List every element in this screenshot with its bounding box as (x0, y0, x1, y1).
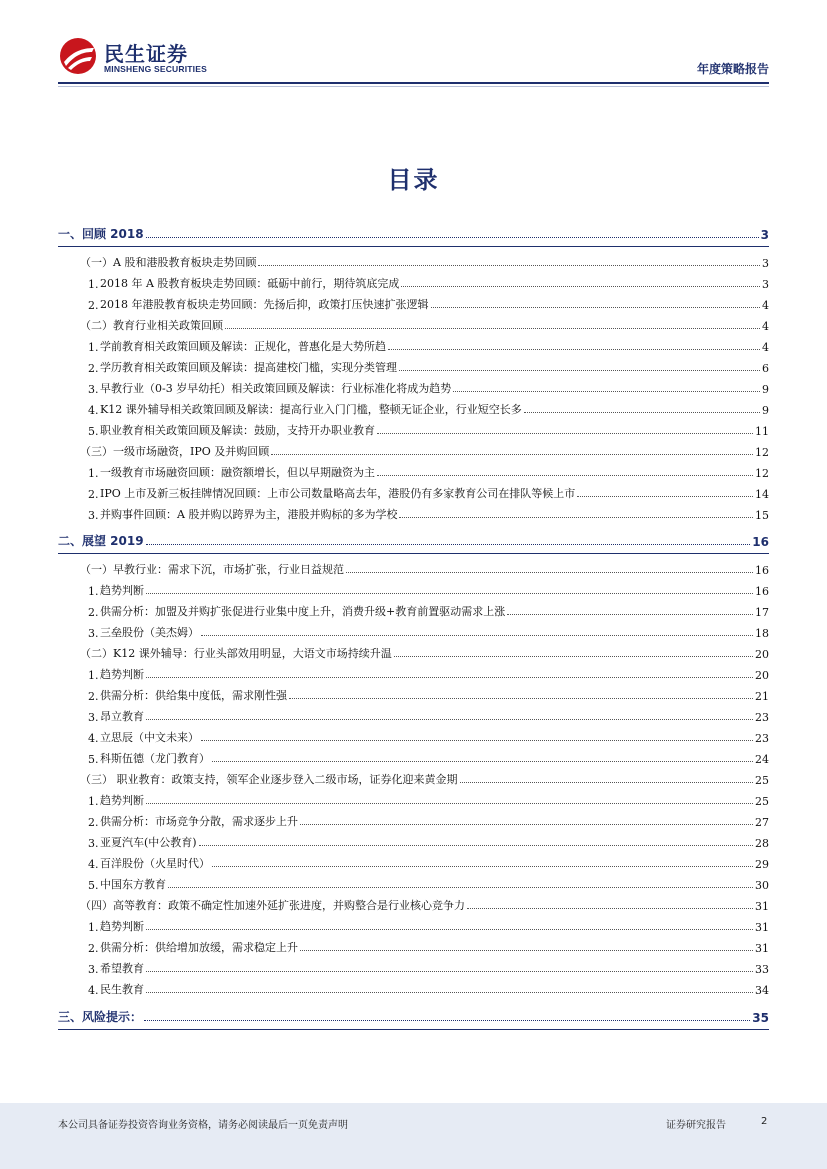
toc-leader-dots (146, 677, 753, 678)
toc-leader-dots (201, 635, 753, 636)
toc-entry-label: 科斯伍德（龙门教育） (100, 752, 210, 765)
toc-item[interactable] (58, 935, 769, 955)
toc-page-number: 12 (755, 467, 769, 480)
toc-section[interactable] (58, 893, 769, 913)
toc-page-number: 4 (762, 320, 769, 333)
toc-leader-dots (201, 740, 753, 741)
toc-page-number: 16 (755, 564, 769, 577)
toc-page-number: 31 (755, 942, 769, 955)
toc-item-number: 5. (88, 879, 99, 892)
toc-page-number: 30 (755, 879, 769, 892)
toc-item-number: 3. (88, 963, 99, 976)
logo-english-name: MINSHENG SECURITIES (104, 64, 207, 74)
toc-entry-label: 趋势判断 (100, 668, 144, 681)
toc-entry-label: 立思辰（中文未来） (100, 731, 199, 744)
toc-item[interactable] (58, 599, 769, 619)
toc-page-number: 20 (755, 648, 769, 661)
toc-item-number: 2. (88, 362, 99, 375)
toc-entry-label: K12 课外辅导相关政策回顾及解读：提高行业入门门槛，整顿无证企业，行业短空长多 (100, 403, 522, 416)
toc-leader-dots (146, 971, 753, 972)
toc-page-number: 29 (755, 858, 769, 871)
toc-page-number: 17 (755, 606, 769, 619)
toc-leader-dots (146, 992, 753, 993)
toc-entry-label: 三、风险提示： (58, 1010, 143, 1024)
footer-disclaimer: 本公司具备证券投资咨询业务资格，请务必阅读最后一页免责声明 (58, 1120, 348, 1131)
toc-page-number: 9 (762, 383, 769, 396)
toc-entry-label: （三）一级市场融资，IPO 及并购回顾 (80, 445, 270, 458)
toc-entry-label: 供需分析：供给增加放缓，需求稳定上升 (100, 941, 298, 954)
toc-item[interactable] (58, 746, 769, 766)
toc-item-number: 4. (88, 404, 99, 417)
toc-page-number: 35 (752, 1011, 769, 1025)
toc-item-number: 5. (88, 753, 99, 766)
toc-title: 目录 (387, 166, 440, 194)
toc-item[interactable] (58, 788, 769, 808)
toc-item-number: 3. (88, 627, 99, 640)
logo-emblem-icon (58, 36, 98, 76)
toc-page-number: 31 (755, 921, 769, 934)
toc-page-number: 15 (755, 509, 769, 522)
toc-item[interactable] (58, 704, 769, 724)
toc-item[interactable] (58, 809, 769, 829)
toc-page-number: 4 (762, 341, 769, 354)
toc-item-number: 1. (88, 278, 99, 291)
toc-entry-label: （二）K12 课外辅导：行业头部效用明显，大语文市场持续升温 (80, 647, 392, 660)
toc-page-number: 4 (762, 299, 769, 312)
toc-page-number: 16 (755, 585, 769, 598)
toc-item-number: 3. (88, 383, 99, 396)
toc-item-number: 4. (88, 858, 99, 871)
toc-section[interactable] (58, 641, 769, 661)
toc-page-number: 9 (762, 404, 769, 417)
toc-entry-label: 一级教育市场融资回顾：融资额增长，但以早期融资为主 (100, 466, 375, 479)
company-logo (58, 36, 248, 80)
toc-item[interactable] (58, 460, 769, 480)
toc-leader-dots (146, 719, 753, 720)
chapter-underline (58, 1029, 769, 1030)
toc-leader-dots (507, 614, 753, 615)
toc-entry-label: IPO 上市及新三板挂牌情况回顾：上市公司数量略高去年，港股仍有多家教育公司在排队等候上市 (100, 487, 576, 500)
toc-section[interactable] (58, 439, 769, 459)
toc-page-number: 11 (755, 425, 769, 438)
toc-entry-label: 2018 年 A 股教育板块走势回顾：砥砺中前行，期待筑底完成 (100, 277, 400, 290)
toc-leader-dots (199, 845, 753, 846)
toc-entry-label: （三） 职业教育：政策支持，领军企业逐步登入二级市场，证券化迎来黄金期 (80, 773, 458, 786)
toc-page-number: 20 (755, 669, 769, 682)
toc-page-number: 6 (762, 362, 769, 375)
toc-chapter[interactable] (58, 529, 769, 549)
toc-leader-dots (394, 656, 753, 657)
toc-page-number: 3 (762, 278, 769, 291)
toc-leader-dots (146, 544, 751, 545)
toc-leader-dots (146, 237, 759, 238)
toc-entry-label: 希望教育 (100, 962, 144, 975)
toc-item[interactable] (58, 502, 769, 522)
toc-leader-dots (377, 433, 753, 434)
toc-item-number: 2. (88, 690, 99, 703)
toc-item[interactable] (58, 620, 769, 640)
toc-leader-dots (460, 782, 754, 783)
toc-item[interactable] (58, 334, 769, 354)
toc-leader-dots (453, 391, 760, 392)
toc-item-number: 1. (88, 795, 99, 808)
toc-item[interactable] (58, 830, 769, 850)
toc-item-number: 2. (88, 488, 99, 501)
toc-entry-label: 学前教育相关政策回顾及解读：正规化，普惠化是大势所趋 (100, 340, 386, 353)
page-header (0, 0, 827, 90)
toc-item[interactable] (58, 578, 769, 598)
toc-item-number: 4. (88, 984, 99, 997)
toc-entry-label: 民生教育 (100, 983, 144, 996)
toc-item-number: 2. (88, 299, 99, 312)
toc-leader-dots (271, 454, 753, 455)
toc-entry-label: 亚夏汽车(中公教育) (100, 836, 197, 849)
toc-item[interactable] (58, 481, 769, 501)
toc-entry-label: 昂立教育 (100, 710, 144, 723)
toc-page-number: 28 (755, 837, 769, 850)
toc-leader-dots (399, 517, 753, 518)
toc-item[interactable] (58, 683, 769, 703)
toc-entry-label: 三垒股份（美杰姆） (100, 626, 199, 639)
toc-entry-label: （四）高等教育：政策不确定性加速外延扩张进度，并购整合是行业核心竞争力 (80, 899, 465, 912)
toc-item-number: 1. (88, 341, 99, 354)
toc-entry-label: 职业教育相关政策回顾及解读：鼓励，支持开办职业教育 (100, 424, 375, 437)
footer-doc-type: 证券研究报告 (666, 1120, 726, 1131)
toc-entry-label: 百洋股份（火星时代） (100, 857, 210, 870)
toc-leader-dots (168, 887, 753, 888)
toc-section[interactable] (58, 767, 769, 787)
toc-item[interactable] (58, 271, 769, 291)
toc-leader-dots (300, 824, 753, 825)
toc-entry-label: 中国东方教育 (100, 878, 166, 891)
chapter-underline (58, 246, 769, 247)
toc-item[interactable] (58, 376, 769, 396)
toc-page-number: 14 (755, 488, 769, 501)
page-footer (0, 1103, 827, 1169)
toc-page-number: 23 (755, 711, 769, 724)
toc-entry-label: 趋势判断 (100, 794, 144, 807)
toc-entry-label: 趋势判断 (100, 584, 144, 597)
toc-leader-dots (577, 496, 753, 497)
toc-item-number: 1. (88, 585, 99, 598)
toc-entry-label: （二）教育行业相关政策回顾 (80, 319, 223, 332)
toc-page-number: 21 (755, 690, 769, 703)
toc-chapter[interactable] (58, 1005, 769, 1025)
report-type-label: 年度策略报告 (696, 62, 769, 76)
toc-entry-label: 并购事件回顾：A 股并购以跨界为主，港股并购标的多为学校 (100, 508, 398, 521)
toc-item[interactable] (58, 418, 769, 438)
toc-page-number: 3 (762, 257, 769, 270)
toc-leader-dots (388, 349, 760, 350)
toc-item[interactable] (58, 956, 769, 976)
toc-item-number: 3. (88, 509, 99, 522)
toc-item-number: 3. (88, 711, 99, 724)
toc-leader-dots (258, 265, 760, 266)
toc-item[interactable] (58, 725, 769, 745)
toc-entry-label: 2018 年港股教育板块走势回顾：先扬后抑，政策打压快速扩张逻辑 (100, 298, 429, 311)
toc-item-number: 1. (88, 467, 99, 480)
toc-section[interactable] (58, 250, 769, 270)
toc-entry-label: 早教行业（0-3 岁早幼托）相关政策回顾及解读：行业标准化将成为趋势 (100, 382, 452, 395)
toc-item[interactable] (58, 355, 769, 375)
toc-page-number: 24 (755, 753, 769, 766)
toc-item[interactable] (58, 914, 769, 934)
toc-item[interactable] (58, 662, 769, 682)
toc-leader-dots (377, 475, 753, 476)
toc-entry-label: 供需分析：市场竞争分散，需求逐步上升 (100, 815, 298, 828)
toc-item[interactable] (58, 872, 769, 892)
toc-item[interactable] (58, 851, 769, 871)
toc-leader-dots (524, 412, 760, 413)
toc-item-number: 2. (88, 816, 99, 829)
toc-page-number: 23 (755, 732, 769, 745)
toc-entry-label: （一）A 股和港股教育板块走势回顾 (80, 256, 257, 269)
toc-section[interactable] (58, 557, 769, 577)
toc-item-number: 1. (88, 921, 99, 934)
toc-leader-dots (146, 803, 753, 804)
toc-page-number: 12 (755, 446, 769, 459)
chapter-underline (58, 553, 769, 554)
toc-item-number: 1. (88, 669, 99, 682)
header-divider-thin (58, 86, 769, 87)
toc-leader-dots (467, 908, 753, 909)
toc-leader-dots (146, 929, 753, 930)
toc-page-number: 27 (755, 816, 769, 829)
toc-page-number: 16 (752, 535, 769, 549)
logo-chinese-name: 民生证券 (104, 42, 188, 66)
toc-entry-label: 学历教育相关政策回顾及解读：提高建校门槛，实现分类管理 (100, 361, 397, 374)
toc-leader-dots (431, 307, 761, 308)
toc-item-number: 5. (88, 425, 99, 438)
toc-entry-label: 趋势判断 (100, 920, 144, 933)
toc-leader-dots (401, 286, 760, 287)
toc-page-number: 18 (755, 627, 769, 640)
toc-entry-label: 供需分析：供给集中度低，需求刚性强 (100, 689, 287, 702)
toc-page-number: 33 (755, 963, 769, 976)
toc-page-number: 3 (760, 228, 769, 242)
toc-leader-dots (300, 950, 753, 951)
toc-item[interactable] (58, 292, 769, 312)
toc-leader-dots (212, 866, 753, 867)
toc-leader-dots (146, 593, 753, 594)
toc-item[interactable] (58, 977, 769, 997)
toc-leader-dots (144, 1020, 750, 1021)
header-divider (58, 82, 769, 84)
page-number: 2 (761, 1116, 768, 1127)
toc-leader-dots (212, 761, 753, 762)
toc-item-number: 2. (88, 942, 99, 955)
toc-page-number: 31 (755, 900, 769, 913)
toc-entry-label: 一、回顾 2018 (58, 227, 144, 241)
toc-section[interactable] (58, 313, 769, 333)
toc-page-number: 25 (755, 795, 769, 808)
toc-leader-dots (399, 370, 760, 371)
toc-page-number: 34 (755, 984, 769, 997)
toc-entry-label: 二、展望 2019 (58, 534, 144, 548)
toc-leader-dots (225, 328, 760, 329)
toc-item-number: 2. (88, 606, 99, 619)
toc-item-number: 4. (88, 732, 99, 745)
toc-item[interactable] (58, 397, 769, 417)
toc-chapter[interactable] (58, 222, 769, 242)
toc-leader-dots (289, 698, 753, 699)
toc-leader-dots (346, 572, 753, 573)
toc-entry-label: （一）早教行业：需求下沉，市场扩张，行业日益规范 (80, 563, 344, 576)
toc-item-number: 3. (88, 837, 99, 850)
toc-page-number: 25 (755, 774, 769, 787)
toc-entry-label: 供需分析：加盟及并购扩张促进行业集中度上升，消费升级+教育前置驱动需求上涨 (100, 605, 506, 618)
